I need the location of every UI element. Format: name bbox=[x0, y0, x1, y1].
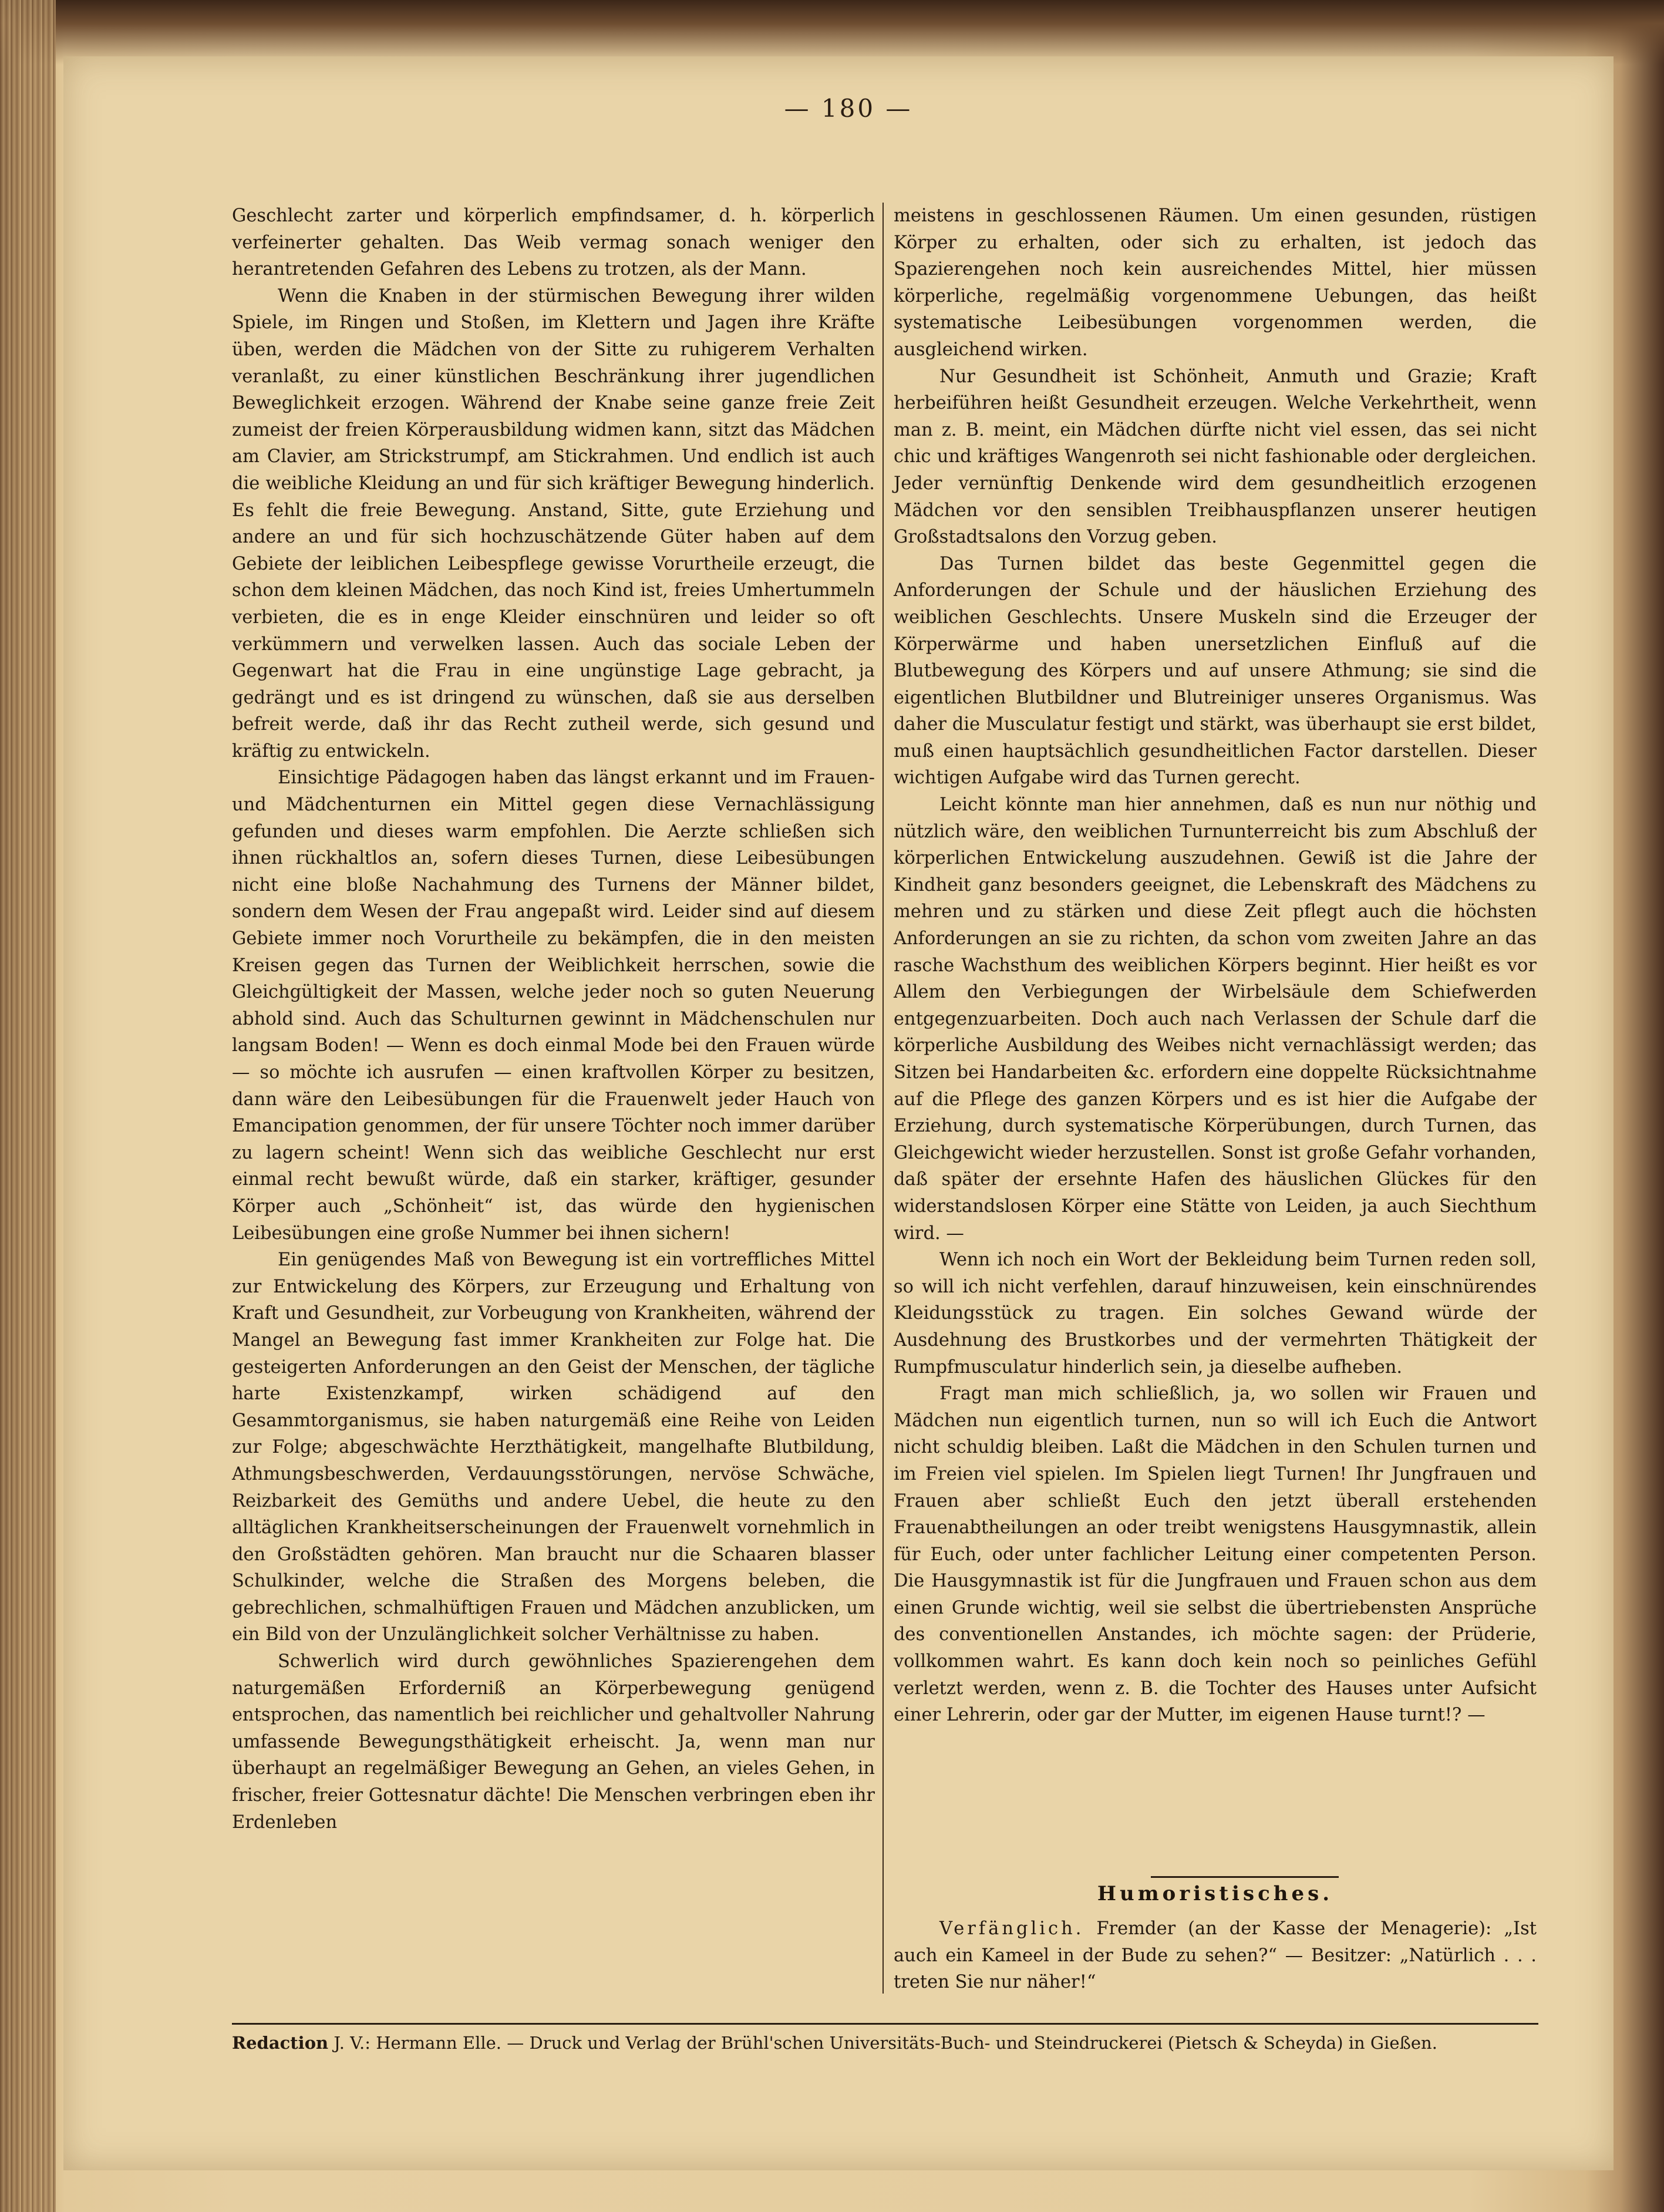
page-top-edge bbox=[0, 0, 1664, 65]
footer-rule bbox=[232, 2023, 1538, 2025]
paragraph: Geschlecht zarter und körperlich empfindsamer, d. h. körperlich verfeinerter gehalten. Das Weib vermag sonach weniger den herantretenden Gefahren des Lebens zu trotzen, als der Mann. bbox=[232, 206, 875, 280]
book-binding bbox=[0, 0, 56, 2212]
paragraph: Wenn ich noch ein Wort der Bekleidung beim Turnen reden soll, so will ich nicht verfehlen, darauf hinzuweisen, kein einschnürendes Kleidungsstück zu tragen. Ein solches Gewand würde der Ausdehnung des Brustkorbes und der vermehrten Thätigkeit der Rumpfmusculatur hinderlich sein, ja dieselbe aufheben. bbox=[894, 1250, 1537, 1378]
imprint-responsible: J. V.: Hermann Elle. — bbox=[334, 2033, 524, 2053]
paragraph: Das Turnen bildet das beste Gegenmittel gegen die Anforderungen der Schule und der häuslichen Erziehung des weiblichen Geschlechts. Unsere Muskeln sind die Erzeuger der Körperwärme und haben unersetzlichen Einfluß auf die Blutbewegung des Körpers und auf unsere Athmung; sie sind die eigentlichen Blutbildner und Blutreiniger unseres Organismus. Was daher die Musculatur festigt und stärkt, was überhaupt sie erst bildet, muß einen hauptsächlich gesundheitlichen Factor darstellen. Dieser wichtigen Aufgabe wird das Turnen gerecht. bbox=[894, 553, 1537, 789]
paragraph: Wenn die Knaben in der stürmischen Bewegung ihrer wilden Spiele, im Ringen und Stoßen, im Klettern und Jagen ihre Kräfte üben, werden die Mädchen von der Sitte zu ruhigerem Verhalten veranlaßt, zu einer künstlichen Beschränkung ihrer jugendlichen Beweglichkeit erzogen. Während der Knabe seine ganze freie Zeit zumeist der freien Körperausbildung widmen kann, sitzt das Mädchen am Clavier, am Strickstrumpf, am Stickrahmen. Und endlich ist auch die weibliche Kleidung an und für sich kräftiger Bewegung hinderlich. Es fehlt die freie Bewegung. Anstand, Sitte, gute Erziehung und andere an und für sich hochzuschätzende Güter haben auf dem Gebiete der leiblichen Leibespflege gewisse Vorurtheile erzeugt, die schon dem kleinen Mädchen, das noch Kind ist, freies Umhertummeln verbieten, die es in enge Kleider einschnüren und leider so oft verkümmern und verwelken lassen. Auch das sociale Leben der Gegenwart hat die Frau in eine ungünstige Lage gebracht, ja gedrängt und es ist dringend zu wünschen, daß sie aus derselben befreit werde, daß ihr das Recht zutheil werde, sich gesund und kräftig zu entwickeln. bbox=[232, 285, 875, 762]
left-column bbox=[232, 203, 875, 1836]
imprint-printer: Druck und Verlag der Brühl'schen Universitäts-Buch- und Steindruckerei (Pietsch & Scheyda) in Gießen. bbox=[529, 2033, 1437, 2053]
paragraph: Nur Gesundheit ist Schönheit, Anmuth und Grazie; Kraft herbeiführen heißt Gesundheit erzeugen. Welche Verkehrtheit, wenn man z. B. meint, ein Mädchen dürfte nicht viel essen, das sei nicht chic und kräftiges Wangenroth sei nicht fashionable oder dergleichen. Jeder vernünftig Denkende wird dem gesundheitlich erzogenen Mädchen vor den sensiblen Treibhauspflanzen unserer heutigen Großstadtsalons den Vorzug geben. bbox=[894, 366, 1537, 548]
column-divider bbox=[882, 203, 884, 1994]
paragraph: Leicht könnte man hier annehmen, daß es nun nur nöthig und nützlich wäre, den weiblichen Turnunterreicht bis zum Abschluß der körperlichen Entwickelung auszudehnen. Gewiß ist die Jahre der Kindheit ganz besonders geeignet, die Lebenskraft des Mädchens zu mehren und zu stärken und diese Zeit pflegt auch die höchsten Anforderungen an sie zu richten, da schon vom zweiten Jahre an das rasche Wachsthum des weiblichen Körpers beginnt. Hier heißt es vor Allem den Verbiegungen der Wirbelsäule dem Schiefwerden entgegenzuarbeiten. Doch auch nach Verlassen der Schule darf die körperliche Ausbildung des Weibes nicht vernachlässigt werden; das Sitzen bei Handarbeiten &c. erfordern eine doppelte Rücksichtnahme auf die Pflege des ganzen Körpers und es ist hier die Aufgabe der Erziehung, durch systematische Körperübungen, durch Turnen, das Gleichgewicht wieder herzustellen. Sonst ist große Gefahr vorhanden, daß später der ersehnte Hafen des häuslichen Glückes für den widerstandslosen Körper eine Stätte von Leiden, ja auch Siechthum wird. — bbox=[894, 794, 1537, 1244]
paragraph: Schwerlich wird durch gewöhnliches Spazierengehen dem naturgemäßen Erforderniß an Körperbewegung genügend entsprochen, das namentlich bei reichlicher und gehaltvoller Nahrung umfassende Bewegungsthätigkeit erheischt. Ja, wenn man nur überhaupt an regelmäßiger Bewegung an Gehen, an vieles Gehen, in frischer, freier Gottesnatur dächte! Die Menschen verbringen eben ihr Erdenleben bbox=[232, 1651, 875, 1833]
paragraph: meistens in geschlossenen Räumen. Um einen gesunden, rüstigen Körper zu erhalten, oder sich zu erhalten, ist jedoch das Spazierengehen noch kein ausreichendes Mittel, hier müssen körperliche, regelmäßig vorgenommene Uebungen, das heißt systematische Leibesübungen vorgenommen werden, die ausgleichend wirken. bbox=[894, 206, 1537, 360]
humor-text: Fremder (an der Kasse der Menagerie): „Ist auch ein Kameel in der Bude zu sehen?“ — Besitzer: „Natürlich . . . treten Sie nur näher!“ bbox=[894, 1918, 1537, 1993]
imprint-line bbox=[232, 2033, 1582, 2053]
humor-paragraph bbox=[894, 1915, 1537, 1996]
section-rule bbox=[1151, 1876, 1339, 1878]
paragraph: Einsichtige Pädagogen haben das längst erkannt und im Frauen- und Mädchenturnen ein Mittel gegen diese Vernachlässigung gefunden und dieses warm empfohlen. Die Aerzte schließen sich ihnen rückhaltlos an, sofern dieses Turnen, diese Leibesübungen nicht eine bloße Nachahmung des Turnens der Männer bildet, sondern dem Wesen der Frau angepaßt wird. Leider sind auf diesem Gebiete immer noch Vorurtheile zu bekämpfen, die in den meisten Kreisen gegen das Turnen der Weiblichkeit herrschen, sowie die Gleichgültigkeit der Massen, welche jeder noch so guten Neuerung abhold sind. Auch das Schulturnen gewinnt in Mädchenschulen nur langsam Boden! — Wenn es doch einmal Mode bei den Frauen würde — so möchte ich ausrufen — einen kraftvollen Körper zu besitzen, dann wäre den Leibesübungen für die Frauenwelt jeder Hauch von Emancipation genommen, der für unsere Töchter noch immer darüber zu lagern scheint! Wenn sich das weibliche Geschlecht nur erst einmal recht bewußt würde, daß ein starker, kräftiger, gesunder Körper auch „Schönheit“ ist, das würde den hygienischen Leibesübungen eine große Nummer bei ihnen sichern! bbox=[232, 767, 875, 1244]
section-heading: Humoristisches. bbox=[1097, 1882, 1333, 1905]
right-column bbox=[894, 203, 1537, 1729]
paragraph: Fragt man mich schließlich, ja, wo sollen wir Frauen und Mädchen nun eigentlich turnen, nun so will ich Euch die Antwort nicht schuldig bleiben. Laßt die Mädchen in den Schulen turnen und im Freien viel spielen. Im Spielen liegt Turnen! Ihr Jungfrauen und Frauen aber schließt Euch den jetzt überall erstehenden Frauenabtheilungen an oder treibt wenigstens Hausgymnastik, allein für Euch, oder unter fachlicher Leitung einer competenten Person. Die Hausgymnastik ist für die Jungfrauen und Frauen schon aus dem einen Grunde wichtig, weil sie selbst die übertriebensten Ansprüche des conventionellen Anstandes, ich möchte sagen: der Prüderie, vollkommen wahrt. Es kann doch kein noch so peinliches Gefühl verletzt werden, wenn z. B. die Tochter des Hauses unter Aufsicht einer Lehrerin, oder gar der Mutter, im eigenen Hause turnt!? — bbox=[894, 1383, 1537, 1726]
page-number: — 180 — bbox=[784, 94, 913, 123]
humor-section bbox=[894, 1915, 1537, 1996]
humor-lead: Verfänglich. bbox=[939, 1918, 1084, 1939]
paragraph: Ein genügendes Maß von Bewegung ist ein vortreffliches Mittel zur Entwickelung des Körpers, zur Erzeugung und Erhaltung von Kraft und Gesundheit, zur Vorbeugung von Krankheiten, während der Mangel an Bewegung fast immer Krankheiten zur Folge hat. Die gesteigerten Anforderungen an den Geist der Menschen, der tägliche harte Existenzkampf, wirken schädigend auf den Gesammtorganismus, sie haben naturgemäß eine Reihe von Leiden zur Folge; abgeschwächte Herzthätigkeit, mangelhafte Blutbildung, Athmungsbeschwerden, Verdauungsstörungen, nervöse Schwäche, Reizbarkeit des Gemüths und andere Uebel, die heute zu den alltäglichen Krankheitserscheinungen der Frauenwelt vornehmlich in den Großstädten gehören. Man braucht nur die Schaaren blasser Schulkinder, welche die Straßen des Morgens beleben, die gebrechlichen, schmalhüftigen Frauen und Mädchen anzublicken, um ein Bild von der Unzulänglichkeit solcher Verhältnisse zu haben. bbox=[232, 1250, 875, 1645]
imprint-label: Redaction bbox=[232, 2033, 329, 2053]
